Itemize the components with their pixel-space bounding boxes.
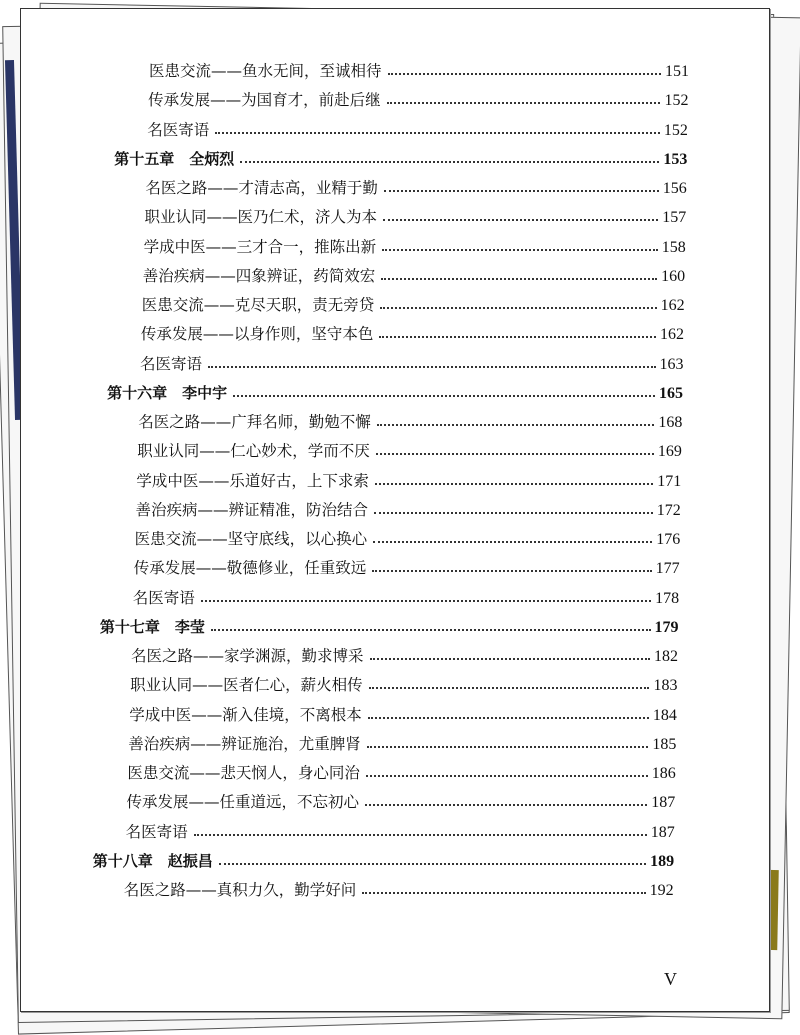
dot-leader bbox=[201, 600, 651, 602]
dot-leader bbox=[382, 249, 658, 251]
dot-leader bbox=[233, 395, 655, 397]
toc-chapter-row[interactable] bbox=[107, 379, 683, 403]
toc-section-row[interactable] bbox=[124, 876, 674, 900]
toc-section-row[interactable] bbox=[134, 554, 680, 578]
toc-section-row[interactable] bbox=[141, 320, 684, 344]
section-title: 医患交流——克尽天职，责无旁贷 bbox=[141, 296, 375, 314]
section-title: 职业认同——仁心妙术，学而不厌 bbox=[137, 442, 370, 461]
page-number: 171 bbox=[657, 472, 682, 490]
toc-section-row[interactable] bbox=[142, 291, 685, 315]
toc-page bbox=[20, 8, 770, 1012]
page-number: 186 bbox=[651, 765, 676, 782]
dot-leader bbox=[384, 190, 659, 192]
dot-leader bbox=[375, 483, 653, 485]
footer-page-numeral: V bbox=[664, 969, 677, 989]
toc-section-row[interactable] bbox=[131, 642, 678, 666]
chapter-title: 第十八章 赵振昌 bbox=[92, 851, 213, 870]
toc-chapter-row[interactable] bbox=[114, 145, 687, 169]
dot-leader bbox=[194, 834, 647, 836]
dot-leader bbox=[219, 863, 646, 865]
toc-section-row[interactable] bbox=[127, 759, 675, 783]
page-number: 152 bbox=[664, 92, 689, 110]
toc-section-row[interactable] bbox=[133, 584, 679, 608]
toc-section-row[interactable] bbox=[136, 467, 681, 491]
page-number: 184 bbox=[652, 706, 677, 724]
dot-leader bbox=[373, 541, 652, 543]
section-title: 学成中医——乐道好古，上下求索 bbox=[136, 471, 369, 490]
page-number: 189 bbox=[650, 852, 675, 870]
section-title: 医患交流——鱼水无间，至诚相待 bbox=[149, 62, 382, 80]
dot-leader bbox=[377, 424, 655, 426]
section-title: 医患交流——悲天悯人，身心同治 bbox=[127, 764, 360, 782]
toc-section-row[interactable] bbox=[127, 788, 676, 812]
dot-leader bbox=[380, 307, 656, 309]
page-number: 152 bbox=[663, 121, 688, 139]
section-title: 名医寄语 bbox=[132, 588, 195, 607]
dot-leader bbox=[372, 570, 651, 572]
dot-leader bbox=[215, 132, 660, 134]
toc-chapter-row[interactable] bbox=[93, 847, 674, 871]
section-title: 医患交流——坚守底线，以心换心 bbox=[134, 530, 368, 548]
section-title: 学成中医——渐入佳境，不离根本 bbox=[129, 705, 362, 724]
page-number: 157 bbox=[662, 209, 687, 227]
section-title: 传承发展——以身作则，坚守本色 bbox=[140, 325, 374, 344]
section-title: 名医寄语 bbox=[125, 822, 188, 841]
section-title: 名医之路——广拜名师，勤勉不懈 bbox=[138, 413, 371, 431]
section-title: 善治疾病——辨证精准，防治结合 bbox=[135, 500, 369, 519]
dot-leader bbox=[211, 629, 651, 631]
toc-section-row[interactable] bbox=[148, 86, 688, 110]
page-number: 160 bbox=[661, 267, 686, 285]
section-title: 名医寄语 bbox=[140, 354, 203, 373]
chapter-title: 第十六章 李中宇 bbox=[107, 383, 228, 402]
dot-leader bbox=[362, 892, 645, 894]
dot-leader bbox=[367, 746, 649, 748]
toc-section-row[interactable] bbox=[144, 233, 686, 257]
section-title: 职业认同——医者仁心，薪火相传 bbox=[130, 676, 363, 695]
page-number: 183 bbox=[653, 677, 678, 695]
page-number: 192 bbox=[649, 882, 674, 899]
toc-section-row[interactable] bbox=[147, 116, 688, 140]
toc-section-row[interactable] bbox=[145, 174, 686, 198]
page-number: 156 bbox=[662, 180, 687, 197]
page-number: 165 bbox=[658, 384, 683, 402]
dot-leader bbox=[366, 775, 648, 777]
dot-leader bbox=[381, 278, 657, 280]
page-number: 187 bbox=[651, 794, 676, 812]
toc-section-row[interactable] bbox=[129, 701, 677, 725]
dot-leader bbox=[368, 717, 649, 719]
toc-section-row[interactable] bbox=[130, 671, 677, 695]
page-number: 187 bbox=[650, 823, 675, 841]
dot-leader bbox=[387, 102, 661, 104]
toc-section-row[interactable] bbox=[145, 203, 687, 227]
dot-leader bbox=[240, 161, 659, 163]
chapter-title: 第十七章 李莹 bbox=[99, 617, 205, 636]
page-number: 168 bbox=[658, 414, 683, 431]
section-title: 传承发展——敬德修业，任重致远 bbox=[133, 559, 367, 578]
page-number: 169 bbox=[657, 443, 682, 461]
toc-section-row[interactable] bbox=[136, 496, 681, 520]
page-number: 176 bbox=[656, 531, 681, 548]
dot-leader bbox=[374, 512, 653, 514]
dot-leader bbox=[369, 687, 650, 689]
dot-leader bbox=[365, 804, 647, 806]
page-number: 182 bbox=[654, 648, 678, 665]
dot-leader bbox=[379, 336, 656, 338]
table-of-contents bbox=[21, 9, 769, 1011]
toc-section-row[interactable] bbox=[149, 57, 689, 81]
page-number: 177 bbox=[655, 560, 680, 578]
toc-section-row[interactable] bbox=[138, 408, 682, 432]
section-title: 名医之路——才清志高，业精于勤 bbox=[145, 179, 378, 197]
section-title: 善治疾病——辨证施治，尤重脾肾 bbox=[128, 734, 361, 753]
chapter-title: 第十五章 全炳烈 bbox=[114, 149, 235, 168]
dot-leader bbox=[383, 219, 658, 221]
page-number: 185 bbox=[652, 735, 677, 753]
section-title: 传承发展——为国育才，前赴后继 bbox=[148, 91, 381, 110]
page-number: 151 bbox=[665, 63, 689, 80]
toc-section-row[interactable] bbox=[140, 350, 684, 374]
section-title: 名医寄语 bbox=[147, 120, 210, 139]
page-number: 158 bbox=[661, 238, 686, 256]
section-title: 名医之路——真积力久，勤学好问 bbox=[123, 881, 357, 899]
toc-section-row[interactable] bbox=[135, 525, 681, 549]
page-number: 162 bbox=[660, 297, 685, 314]
page-number: 162 bbox=[660, 326, 685, 344]
dot-leader bbox=[208, 366, 655, 368]
section-title: 名医之路——家学渊源，勤求博采 bbox=[131, 647, 364, 665]
section-title: 善治疾病——四象辨证，药简效宏 bbox=[142, 266, 376, 285]
page-number: 179 bbox=[654, 618, 679, 636]
toc-section-row[interactable] bbox=[126, 818, 675, 842]
section-title: 职业认同——医乃仁术，济人为本 bbox=[144, 208, 378, 227]
page-number: 178 bbox=[655, 589, 680, 607]
section-title: 学成中医——三才合一，推陈出新 bbox=[143, 237, 377, 256]
dot-leader bbox=[370, 658, 650, 660]
page-number: 163 bbox=[659, 355, 684, 373]
toc-chapter-row[interactable] bbox=[100, 613, 679, 637]
toc-section-row[interactable] bbox=[143, 262, 685, 286]
dot-leader bbox=[388, 73, 661, 75]
dot-leader bbox=[376, 453, 654, 455]
section-title: 传承发展——任重道远，不忘初心 bbox=[126, 793, 360, 812]
toc-section-row[interactable] bbox=[128, 730, 676, 754]
page-number: 172 bbox=[656, 501, 681, 519]
page-number: 153 bbox=[663, 150, 688, 168]
toc-section-row[interactable] bbox=[137, 437, 682, 461]
